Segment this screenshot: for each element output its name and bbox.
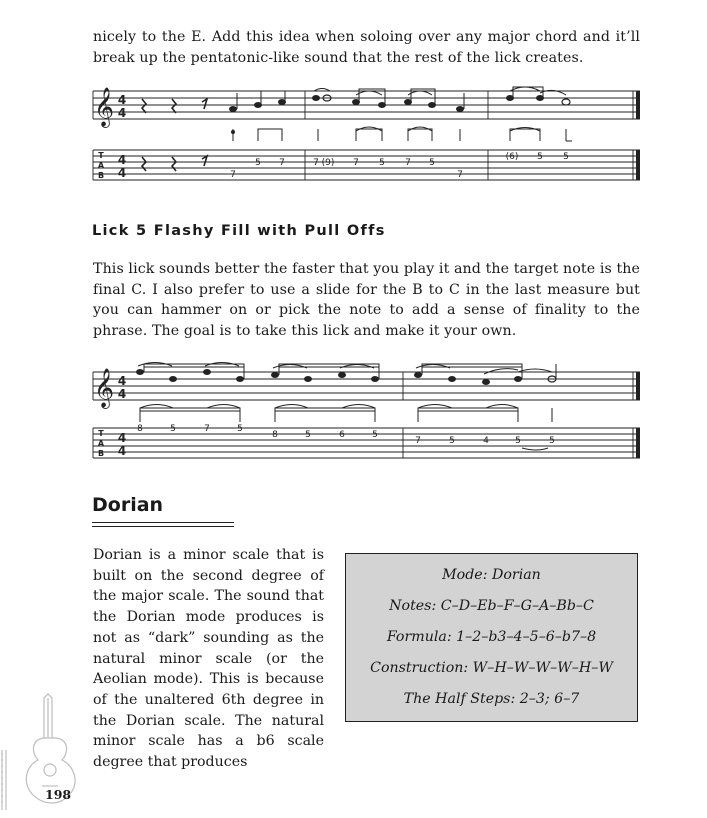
treble-clef-icon: 𝄞	[94, 368, 115, 408]
tab-fret-number: 5	[237, 424, 243, 434]
dorian-paragraph: Dorian is a minor scale that is built on the second degree of the major scale. The sound that the Dorian mode produces is not as “dark” sounding as the natural minor scale (or the Aeolian mode). This is because of the unaltered 6th degree in the Dorian scale. The natural minor scale has a b6 scale degree that produces	[93, 547, 324, 771]
tab-fret-number: 7	[353, 158, 359, 168]
tab-fret-number: 5	[379, 158, 385, 168]
svg-text:4: 4	[117, 153, 127, 167]
lick4-notation	[0, 85, 707, 195]
lick5-paragraph: This lick sounds better the faster that you play it and the target note is the final C. I also prefer to use a slide for the B to C in the last measure but you can hammer on or pick the note to add a sense of finality to the phrase. The goal is to take this lick and make it your own.	[93, 261, 640, 339]
tab-fret-number: 5	[170, 424, 176, 434]
tab-fret-number: 7	[279, 158, 285, 168]
svg-text:T: T	[98, 151, 104, 160]
mode-line: Mode: Dorian	[442, 567, 541, 583]
tab-fret-number: 7	[405, 158, 411, 168]
formula-line: Formula: 1–2–b3–4–5–6–b7–8	[386, 629, 597, 645]
construction-line: Construction: W–H–W–W–W–H–W	[370, 660, 613, 676]
intro-paragraph: nicely to the E. Add this idea when soloing over any major chord and it’ll break up the pentatonic-like sound that the rest of the lick creates.	[93, 29, 640, 66]
treble-clef-icon: 𝄞	[94, 87, 115, 127]
svg-text:4: 4	[117, 444, 127, 458]
tab-fret-number: 5	[305, 430, 311, 440]
tab-fret-number: 5	[255, 158, 261, 168]
tab-fret-number: 8	[272, 430, 278, 440]
title-underline	[92, 526, 234, 527]
tab-fret-number: 7	[204, 424, 210, 434]
title-underline	[92, 522, 234, 523]
tab-fret-number: 5	[549, 436, 555, 446]
svg-text:4: 4	[117, 93, 127, 107]
tab-fret-number: 6	[339, 430, 345, 440]
tab-fret-number: 5	[429, 158, 435, 168]
tab-fret-number: 8	[137, 424, 143, 434]
lick5-heading: Lick 5 Flashy Fill with Pull Offs	[92, 223, 386, 239]
mode-info-box	[345, 553, 638, 722]
page-number: 198	[45, 787, 72, 802]
tab-fret-number: (9)	[321, 158, 335, 168]
tab-fret-number: 7	[230, 170, 236, 180]
svg-text:T: T	[98, 429, 104, 438]
svg-text:A: A	[97, 161, 105, 170]
tab-fret-number: 4	[483, 436, 489, 446]
dorian-section-title: Dorian	[92, 494, 164, 516]
half-steps-line: The Half Steps: 2–3; 6–7	[403, 691, 580, 707]
tab-fret-number: 5	[563, 152, 569, 162]
svg-text:4: 4	[117, 106, 127, 120]
svg-text:A: A	[97, 439, 105, 448]
tab-fret-number: 7	[415, 436, 421, 446]
svg-text:B: B	[97, 449, 105, 458]
tab-fret-number: 7	[313, 158, 319, 168]
notes-line: Notes: C–D–Eb–F–G–A–Bb–C	[389, 598, 594, 614]
tab-fret-number: 5	[372, 430, 378, 440]
tab-fret-number: 5	[449, 436, 455, 446]
svg-text:4: 4	[117, 387, 127, 401]
svg-text:4: 4	[117, 374, 127, 388]
tab-fret-number: 5	[515, 436, 521, 446]
tab-fret-number: 5	[537, 152, 543, 162]
svg-text:4: 4	[117, 431, 127, 445]
svg-text:B: B	[97, 171, 105, 180]
lick5-notation	[0, 362, 707, 472]
tab-fret-number: (6)	[505, 152, 519, 162]
svg-text:4: 4	[117, 166, 127, 180]
tab-fret-number: 7	[457, 170, 463, 180]
